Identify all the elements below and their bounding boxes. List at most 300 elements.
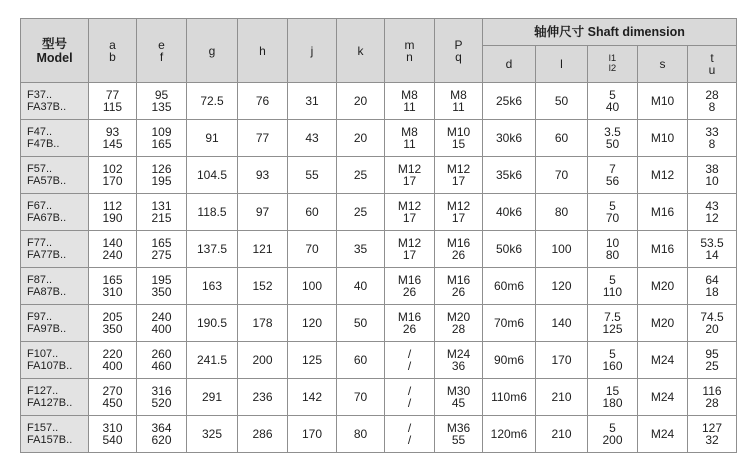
- cell-t-u-line-2: 28: [705, 396, 719, 410]
- cell-m-n: [385, 416, 435, 453]
- cell-m-n-line-2: 26: [402, 285, 417, 299]
- cell-j: 55: [288, 157, 337, 194]
- cell-l: 210: [536, 416, 588, 453]
- cell-k: 60: [337, 342, 385, 379]
- cell-m-n-line-1: M16: [397, 273, 422, 287]
- cell-j: 70: [288, 231, 337, 268]
- cell-l: 170: [536, 342, 588, 379]
- cell-m-n: [385, 157, 435, 194]
- cell-p-q: [435, 231, 483, 268]
- cell-model: [21, 305, 89, 342]
- cell-k: 25: [337, 157, 385, 194]
- cell-m-n: [385, 231, 435, 268]
- cell-h: 97: [238, 194, 288, 231]
- cell-l1-l2-line-2: 125: [602, 322, 623, 336]
- dimension-table: [20, 18, 737, 453]
- cell-t-u-line-2: 20: [705, 322, 719, 336]
- cell-h: 236: [238, 379, 288, 416]
- cell-e-f-line-1: 165: [151, 236, 172, 250]
- cell-h: 178: [238, 305, 288, 342]
- cell-j: 170: [288, 416, 337, 453]
- cell-m-n-line-2: /: [407, 396, 412, 410]
- cell-p-q-line-2: 26: [451, 248, 466, 262]
- cell-a-b-line-1: 112: [102, 199, 123, 213]
- cell-t-u-line-1: 116: [702, 384, 722, 398]
- cell-l1-l2: [588, 120, 638, 157]
- cell-m-n: [385, 120, 435, 157]
- cell-h: 121: [238, 231, 288, 268]
- cell-d: 70m6: [483, 305, 536, 342]
- cell-model-line-2: FA87B..: [27, 286, 67, 298]
- cell-t-u: [688, 231, 737, 268]
- cell-model: [21, 83, 89, 120]
- cell-p-q-line-2: 26: [451, 285, 466, 299]
- header-h: h: [238, 19, 288, 83]
- header-s: s: [638, 46, 688, 83]
- header-e: e: [158, 37, 165, 52]
- cell-t-u: [688, 416, 737, 453]
- cell-e-f: [137, 342, 187, 379]
- cell-a-b-line-1: 205: [102, 310, 123, 324]
- cell-j: 100: [288, 268, 337, 305]
- cell-a-b: [89, 83, 137, 120]
- header-q: q: [455, 49, 462, 64]
- cell-s: M24: [638, 379, 688, 416]
- cell-a-b-line-2: 400: [102, 359, 123, 373]
- cell-d: 90m6: [483, 342, 536, 379]
- cell-t-u-line-2: 10: [705, 174, 719, 188]
- cell-m-n: [385, 194, 435, 231]
- cell-p-q-line-1: M16: [446, 236, 471, 250]
- cell-d: 25k6: [483, 83, 536, 120]
- cell-l1-l2: [588, 305, 638, 342]
- cell-model: [21, 231, 89, 268]
- cell-m-n-line-1: M12: [397, 236, 422, 250]
- cell-k: 40: [337, 268, 385, 305]
- cell-p-q-line-2: 36: [451, 359, 466, 373]
- cell-p-q: [435, 416, 483, 453]
- cell-p-q-line-1: M10: [446, 125, 471, 139]
- cell-t-u-line-2: 12: [705, 211, 719, 225]
- cell-h: 93: [238, 157, 288, 194]
- cell-model-line-2: FA127B..: [27, 397, 73, 409]
- cell-m-n-line-1: M12: [397, 162, 422, 176]
- cell-p-q-line-1: M30: [446, 384, 471, 398]
- cell-j: 60: [288, 194, 337, 231]
- cell-e-f-line-1: 95: [154, 88, 169, 102]
- cell-e-f-line-1: 195: [151, 273, 172, 287]
- cell-m-n-line-2: /: [407, 433, 412, 447]
- cell-model-line-1: F67..: [27, 200, 53, 212]
- cell-e-f-line-2: 135: [151, 100, 172, 114]
- header-b: b: [109, 49, 116, 64]
- cell-s: M10: [638, 83, 688, 120]
- cell-t-u: [688, 120, 737, 157]
- cell-a-b-line-1: 140: [102, 236, 123, 250]
- cell-t-u: [688, 194, 737, 231]
- cell-a-b: [89, 416, 137, 453]
- cell-e-f: [137, 194, 187, 231]
- cell-s: M10: [638, 120, 688, 157]
- cell-a-b-line-1: 102: [102, 162, 123, 176]
- cell-j: 125: [288, 342, 337, 379]
- cell-model-line-2: FA97B..: [27, 323, 67, 335]
- cell-a-b-line-2: 170: [102, 174, 123, 188]
- cell-s: M24: [638, 416, 688, 453]
- cell-a-b-line-2: 145: [102, 137, 123, 151]
- header-shaft-dimension: 轴伸尺寸 Shaft dimension: [483, 19, 737, 46]
- cell-l1-l2-line-2: 40: [605, 100, 620, 114]
- cell-m-n: [385, 268, 435, 305]
- cell-l1-l2-line-1: 15: [605, 384, 620, 398]
- cell-l: 140: [536, 305, 588, 342]
- cell-e-f: [137, 157, 187, 194]
- cell-l1-l2: [588, 416, 638, 453]
- cell-a-b-line-2: 240: [102, 248, 123, 262]
- cell-p-q-line-1: M12: [446, 162, 471, 176]
- header-n: n: [406, 49, 413, 64]
- cell-l: 210: [536, 379, 588, 416]
- cell-l1-l2-line-2: 56: [605, 174, 620, 188]
- cell-j: 142: [288, 379, 337, 416]
- cell-e-f-line-1: 240: [151, 310, 172, 324]
- cell-l: 120: [536, 268, 588, 305]
- cell-p-q: [435, 268, 483, 305]
- cell-t-u-line-2: 32: [705, 433, 719, 447]
- cell-model: [21, 120, 89, 157]
- cell-l1-l2: [588, 379, 638, 416]
- cell-h: 76: [238, 83, 288, 120]
- cell-a-b: [89, 379, 137, 416]
- cell-a-b-line-2: 115: [102, 100, 123, 114]
- header-u: u: [708, 63, 716, 77]
- cell-p-q-line-2: 55: [451, 433, 466, 447]
- cell-g: 241.5: [187, 342, 238, 379]
- cell-t-u-line-1: 64: [705, 273, 719, 287]
- cell-t-u-line-1: 43: [705, 199, 719, 213]
- cell-e-f-line-2: 195: [151, 174, 172, 188]
- header-model: [21, 19, 89, 83]
- cell-t-u-line-2: 25: [705, 359, 719, 373]
- cell-model-line-2: FA157B..: [27, 434, 73, 446]
- cell-l1-l2: [588, 342, 638, 379]
- header-row-1: [21, 19, 737, 46]
- cell-p-q-line-2: 11: [452, 100, 465, 114]
- cell-model-line-2: FA107B..: [27, 360, 73, 372]
- header-l1-l2: [588, 46, 638, 83]
- table-row: [21, 157, 737, 194]
- cell-e-f: [137, 305, 187, 342]
- cell-l1-l2: [588, 268, 638, 305]
- header-model-cn: 型号: [41, 36, 67, 51]
- cell-t-u: [688, 342, 737, 379]
- cell-h: 200: [238, 342, 288, 379]
- cell-m-n-line-1: /: [407, 347, 412, 361]
- cell-model-line-1: F87..: [27, 274, 53, 286]
- cell-model-line-2: FA37B..: [27, 101, 67, 113]
- cell-a-b-line-2: 540: [102, 433, 123, 447]
- cell-d: 110m6: [483, 379, 536, 416]
- cell-t-u-line-2: 8: [708, 137, 716, 151]
- header-j: j: [288, 19, 337, 83]
- cell-l1-l2: [588, 83, 638, 120]
- cell-d: 35k6: [483, 157, 536, 194]
- cell-e-f-line-1: 131: [151, 199, 172, 213]
- cell-l1-l2-line-2: 50: [605, 137, 620, 151]
- dimension-table-container: [20, 18, 737, 453]
- cell-p-q-line-2: 17: [451, 174, 466, 188]
- table-row: [21, 268, 737, 305]
- cell-l1-l2-line-2: 200: [602, 433, 623, 447]
- cell-m-n: [385, 83, 435, 120]
- cell-l1-l2-line-2: 80: [605, 248, 620, 262]
- cell-t-u: [688, 268, 737, 305]
- cell-m-n: [385, 305, 435, 342]
- cell-l1-l2-line-1: 7: [609, 162, 616, 176]
- table-row: [21, 231, 737, 268]
- cell-l1-l2-line-1: 5: [609, 88, 616, 102]
- cell-t-u-line-1: 95: [705, 347, 719, 361]
- cell-m-n-line-1: M8: [401, 125, 418, 139]
- cell-m-n: [385, 342, 435, 379]
- cell-m-n-line-2: 17: [402, 248, 417, 262]
- cell-m-n-line-2: 17: [402, 174, 417, 188]
- cell-e-f-line-1: 109: [151, 125, 172, 139]
- table-row: [21, 416, 737, 453]
- table-row: [21, 194, 737, 231]
- cell-k: 70: [337, 379, 385, 416]
- cell-model: [21, 157, 89, 194]
- cell-j: 120: [288, 305, 337, 342]
- cell-h: 286: [238, 416, 288, 453]
- table-row: [21, 83, 737, 120]
- cell-p-q: [435, 342, 483, 379]
- cell-m-n-line-2: /: [407, 359, 412, 373]
- cell-model-line-2: FA77B..: [27, 249, 67, 261]
- cell-e-f: [137, 416, 187, 453]
- cell-a-b-line-1: 270: [102, 384, 123, 398]
- cell-model: [21, 416, 89, 453]
- cell-k: 25: [337, 194, 385, 231]
- cell-e-f-line-2: 400: [151, 322, 172, 336]
- cell-m-n-line-1: /: [407, 421, 412, 435]
- cell-e-f-line-2: 460: [151, 359, 172, 373]
- cell-g: 137.5: [187, 231, 238, 268]
- cell-t-u: [688, 379, 737, 416]
- cell-a-b: [89, 305, 137, 342]
- cell-t-u-line-1: 53.5: [700, 236, 724, 250]
- cell-e-f-line-1: 364: [151, 421, 172, 435]
- cell-model: [21, 342, 89, 379]
- cell-g: 72.5: [187, 83, 238, 120]
- cell-a-b-line-1: 77: [105, 88, 120, 102]
- header-p: P: [454, 37, 463, 52]
- header-l1: l1: [608, 53, 617, 64]
- cell-g: 91: [187, 120, 238, 157]
- cell-a-b-line-1: 220: [102, 347, 123, 361]
- cell-e-f-line-2: 165: [151, 137, 172, 151]
- cell-l: 100: [536, 231, 588, 268]
- cell-a-b-line-1: 310: [102, 421, 123, 435]
- cell-model: [21, 194, 89, 231]
- table-row: [21, 342, 737, 379]
- cell-l1-l2-line-1: 5: [609, 421, 616, 435]
- cell-e-f: [137, 120, 187, 157]
- cell-t-u-line-2: 8: [708, 100, 716, 114]
- cell-d: 50k6: [483, 231, 536, 268]
- cell-g: 325: [187, 416, 238, 453]
- cell-k: 80: [337, 416, 385, 453]
- header-e-f: [137, 19, 187, 83]
- cell-a-b: [89, 120, 137, 157]
- cell-g: 190.5: [187, 305, 238, 342]
- cell-l1-l2-line-1: 5: [609, 273, 616, 287]
- cell-l1-l2-line-2: 110: [602, 285, 623, 299]
- cell-t-u: [688, 157, 737, 194]
- cell-l1-l2: [588, 194, 638, 231]
- cell-m-n: [385, 379, 435, 416]
- cell-k: 20: [337, 83, 385, 120]
- cell-model-line-1: F37..: [27, 89, 53, 101]
- cell-a-b: [89, 157, 137, 194]
- cell-l1-l2-line-1: 10: [605, 236, 620, 250]
- cell-t-u-line-2: 14: [705, 248, 719, 262]
- cell-p-q: [435, 194, 483, 231]
- cell-e-f: [137, 379, 187, 416]
- cell-d: 40k6: [483, 194, 536, 231]
- header-l: l: [536, 46, 588, 83]
- cell-e-f: [137, 231, 187, 268]
- cell-l: 60: [536, 120, 588, 157]
- cell-t-u-line-2: 18: [705, 285, 719, 299]
- cell-model-line-2: FA57B..: [27, 175, 67, 187]
- cell-t-u-line-1: 33: [705, 125, 719, 139]
- cell-l: 70: [536, 157, 588, 194]
- cell-e-f-line-2: 520: [151, 396, 172, 410]
- cell-a-b-line-2: 350: [102, 322, 123, 336]
- cell-p-q-line-1: M16: [446, 273, 471, 287]
- cell-p-q-line-2: 45: [451, 396, 466, 410]
- cell-p-q-line-1: M8: [450, 88, 467, 102]
- cell-d: 30k6: [483, 120, 536, 157]
- cell-g: 163: [187, 268, 238, 305]
- cell-t-u-line-1: 74.5: [700, 310, 724, 324]
- cell-g: 291: [187, 379, 238, 416]
- cell-model: [21, 379, 89, 416]
- cell-e-f-line-1: 126: [151, 162, 172, 176]
- cell-g: 118.5: [187, 194, 238, 231]
- cell-l1-l2-line-1: 5: [609, 199, 616, 213]
- cell-model-line-2: F47B..: [27, 138, 60, 150]
- cell-h: 77: [238, 120, 288, 157]
- cell-d: 60m6: [483, 268, 536, 305]
- cell-e-f-line-2: 620: [151, 433, 172, 447]
- cell-a-b: [89, 194, 137, 231]
- cell-e-f-line-1: 260: [151, 347, 172, 361]
- cell-p-q-line-1: M24: [446, 347, 471, 361]
- cell-model-line-2: FA67B..: [27, 212, 67, 224]
- cell-s: M24: [638, 342, 688, 379]
- cell-t-u-line-1: 127: [701, 421, 723, 435]
- cell-m-n-line-1: M12: [397, 199, 422, 213]
- header-g: g: [187, 19, 238, 83]
- cell-a-b-line-2: 450: [102, 396, 123, 410]
- header-p-q: [435, 19, 483, 83]
- cell-m-n-line-2: 17: [402, 211, 417, 225]
- cell-m-n-line-1: M16: [397, 310, 422, 324]
- cell-j: 43: [288, 120, 337, 157]
- cell-p-q: [435, 83, 483, 120]
- cell-j: 31: [288, 83, 337, 120]
- cell-model: [21, 268, 89, 305]
- cell-p-q-line-1: M20: [446, 310, 471, 324]
- cell-p-q-line-2: 28: [451, 322, 466, 336]
- cell-a-b-line-1: 93: [105, 125, 120, 139]
- cell-t-u: [688, 305, 737, 342]
- cell-k: 20: [337, 120, 385, 157]
- cell-e-f: [137, 268, 187, 305]
- cell-g: 104.5: [187, 157, 238, 194]
- header-m: m: [404, 37, 415, 52]
- cell-model-line-1: F157..: [27, 422, 59, 434]
- cell-model-line-1: F77..: [27, 237, 53, 249]
- cell-m-n-line-2: 11: [403, 137, 416, 151]
- cell-s: M16: [638, 231, 688, 268]
- cell-model-line-1: F47..: [27, 126, 53, 138]
- header-l2: l2: [608, 63, 617, 74]
- table-row: [21, 305, 737, 342]
- cell-a-b: [89, 231, 137, 268]
- header-m-n: [385, 19, 435, 83]
- cell-l1-l2-line-1: 5: [609, 347, 616, 361]
- cell-m-n-line-2: 26: [402, 322, 417, 336]
- cell-l: 50: [536, 83, 588, 120]
- cell-model-line-1: F127..: [27, 385, 59, 397]
- cell-e-f-line-2: 215: [151, 211, 172, 225]
- header-a-b: [89, 19, 137, 83]
- cell-p-q: [435, 379, 483, 416]
- cell-p-q: [435, 157, 483, 194]
- header-f: f: [159, 49, 164, 64]
- header-d: d: [483, 46, 536, 83]
- cell-e-f: [137, 83, 187, 120]
- cell-s: M20: [638, 268, 688, 305]
- cell-t-u-line-1: 38: [705, 162, 719, 176]
- cell-s: M16: [638, 194, 688, 231]
- cell-model-line-1: F107..: [27, 348, 59, 360]
- cell-model-line-1: F57..: [27, 163, 53, 175]
- cell-a-b-line-2: 190: [102, 211, 123, 225]
- cell-k: 50: [337, 305, 385, 342]
- header-t: t: [710, 51, 714, 65]
- cell-p-q: [435, 120, 483, 157]
- cell-p-q-line-1: M36: [446, 421, 471, 435]
- cell-p-q-line-2: 17: [451, 211, 466, 225]
- cell-p-q-line-1: M12: [446, 199, 471, 213]
- cell-m-n-line-1: /: [407, 384, 412, 398]
- cell-l1-l2-line-2: 160: [602, 359, 623, 373]
- cell-l1-l2-line-1: 3.5: [604, 125, 621, 139]
- header-k: k: [337, 19, 385, 83]
- cell-p-q: [435, 305, 483, 342]
- cell-d: 120m6: [483, 416, 536, 453]
- cell-model-line-1: F97..: [27, 311, 53, 323]
- cell-l1-l2: [588, 231, 638, 268]
- header-t-u: [688, 46, 737, 83]
- cell-k: 35: [337, 231, 385, 268]
- header-a: a: [109, 37, 116, 52]
- cell-a-b: [89, 342, 137, 379]
